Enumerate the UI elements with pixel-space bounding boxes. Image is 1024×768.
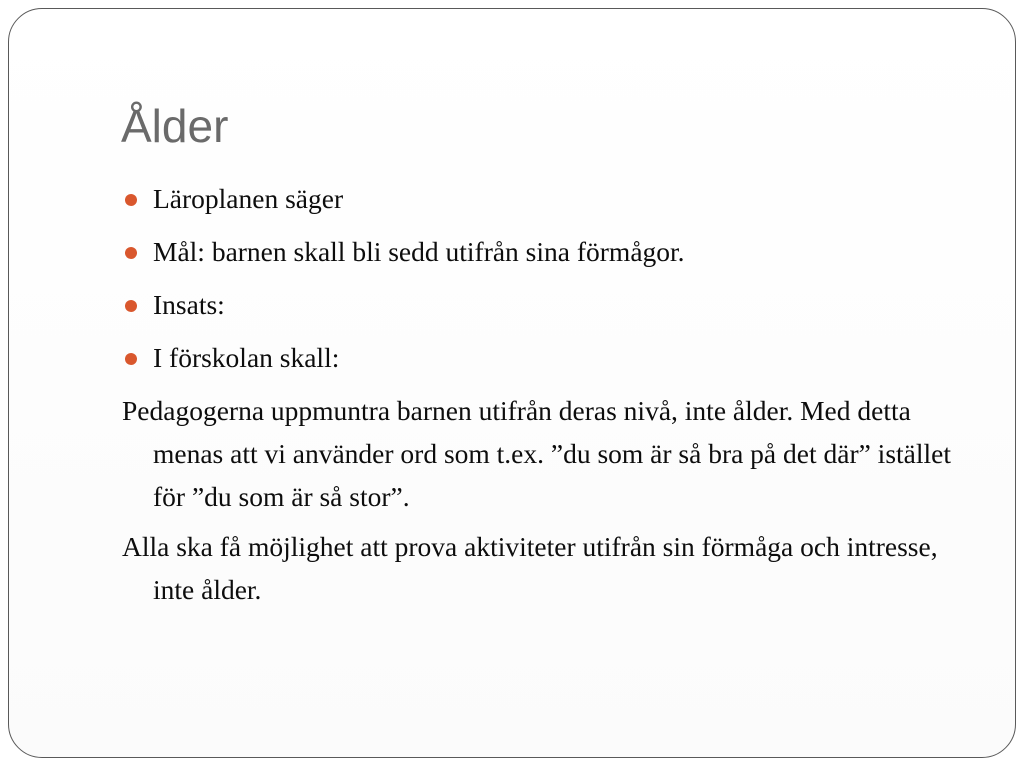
bullet-dot-icon bbox=[125, 247, 137, 259]
bullet-dot-icon bbox=[125, 353, 137, 365]
bullet-list bbox=[122, 177, 972, 389]
paragraph-activities: Alla ska få möjlighet att prova aktiviteter utifrån sin förmåga och intresse, inte ålder. bbox=[122, 531, 938, 605]
bullet-text: Läroplanen säger bbox=[153, 183, 344, 214]
bullet-dot-icon bbox=[125, 300, 137, 312]
bullet-dot-icon bbox=[125, 194, 137, 206]
bullet-text: I förskolan skall: bbox=[153, 342, 340, 373]
slide-frame bbox=[8, 8, 1016, 758]
bullet-item bbox=[122, 283, 972, 336]
bullet-item bbox=[122, 230, 972, 283]
slide-body bbox=[122, 177, 972, 618]
bullet-item bbox=[122, 336, 972, 389]
slide-title: Ålder bbox=[121, 100, 229, 152]
bullet-text: Insats: bbox=[153, 289, 225, 320]
bullet-text: Mål: barnen skall bli sedd utifrån sina förmågor. bbox=[153, 236, 685, 267]
bullet-item bbox=[122, 177, 972, 230]
paragraph-pedagogues: Pedagogerna uppmuntra barnen utifrån deras nivå, inte ålder. Med detta menas att vi använder ord som t.ex. ”du som är så bra på det där” istället för ”du som är så stor”. bbox=[122, 395, 951, 512]
